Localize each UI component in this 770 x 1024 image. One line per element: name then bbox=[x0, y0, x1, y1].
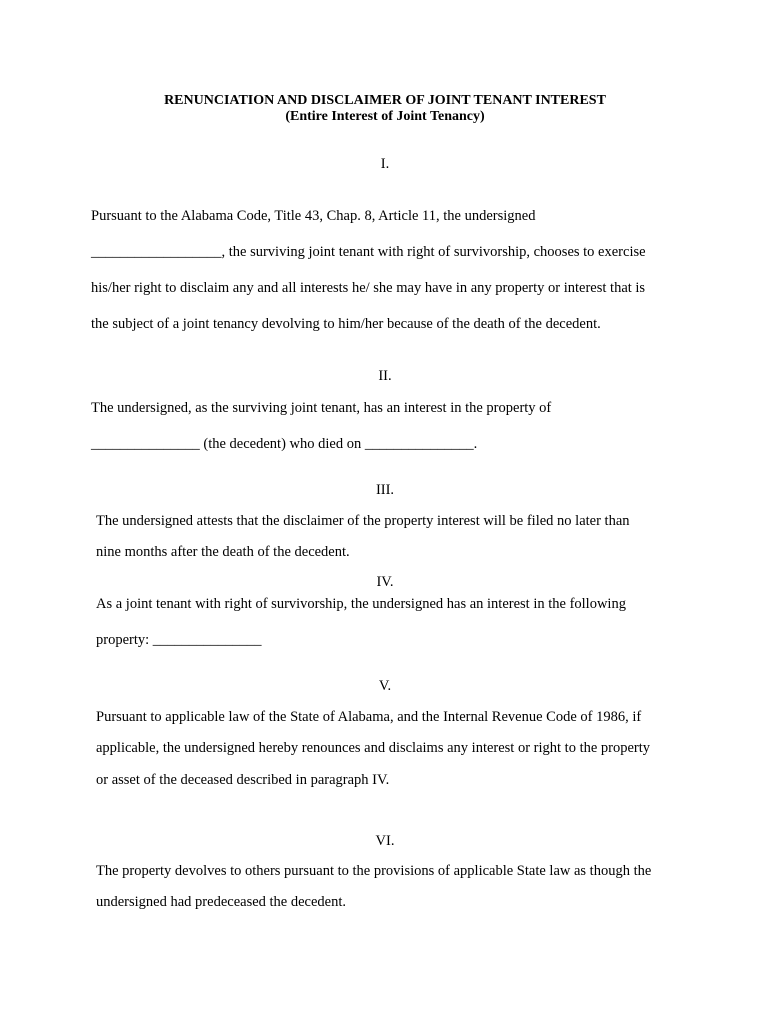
section-heading-5: V. bbox=[378, 678, 392, 694]
document-subtitle: (Entire Interest of Joint Tenancy) bbox=[285, 109, 485, 124]
section-heading-1: I. bbox=[380, 156, 390, 172]
section-6-line-2: undersigned had predeceased the decedent. bbox=[96, 894, 347, 910]
section-heading-6: VI. bbox=[375, 833, 395, 849]
section-heading-2: II. bbox=[378, 368, 392, 384]
document-title: RENUNCIATION AND DISCLAIMER OF JOINT TENANT INTEREST bbox=[164, 93, 606, 108]
section-1-line-4: the subject of a joint tenancy devolving to him/her because of the death of the decedent. bbox=[91, 316, 601, 332]
section-2-line-1: The undersigned, as the surviving joint tenant, has an interest in the property of bbox=[91, 400, 552, 416]
section-5-line-2: applicable, the undersigned hereby renounces and disclaims any interest or right to the property bbox=[96, 740, 651, 756]
section-4-line-2: property: _______________ bbox=[96, 632, 262, 648]
section-5-line-1: Pursuant to applicable law of the State of Alabama, and the Internal Revenue Code of 1986, if bbox=[96, 709, 642, 725]
section-1-line-3: his/her right to disclaim any and all interests he/ she may have in any property or interest that is bbox=[91, 280, 646, 296]
section-heading-3: III. bbox=[375, 482, 395, 498]
section-3-line-1: The undersigned attests that the disclaimer of the property interest will be filed no later than bbox=[96, 513, 630, 529]
section-6-line-1: The property devolves to others pursuant to the provisions of applicable State law as though the bbox=[96, 863, 652, 879]
section-4-line-1: As a joint tenant with right of survivorship, the undersigned has an interest in the following bbox=[96, 596, 626, 612]
section-1-line-1: Pursuant to the Alabama Code, Title 43, Chap. 8, Article 11, the undersigned bbox=[91, 208, 536, 224]
section-5-line-3: or asset of the deceased described in paragraph IV. bbox=[96, 772, 390, 788]
section-3-line-2: nine months after the death of the decedent. bbox=[96, 544, 350, 560]
section-1-line-2: __________________, the surviving joint tenant with right of survivorship, chooses to exercise bbox=[91, 244, 646, 260]
section-heading-4: IV. bbox=[376, 574, 394, 590]
section-2-line-2: _______________ (the decedent) who died on _______________. bbox=[91, 436, 478, 452]
